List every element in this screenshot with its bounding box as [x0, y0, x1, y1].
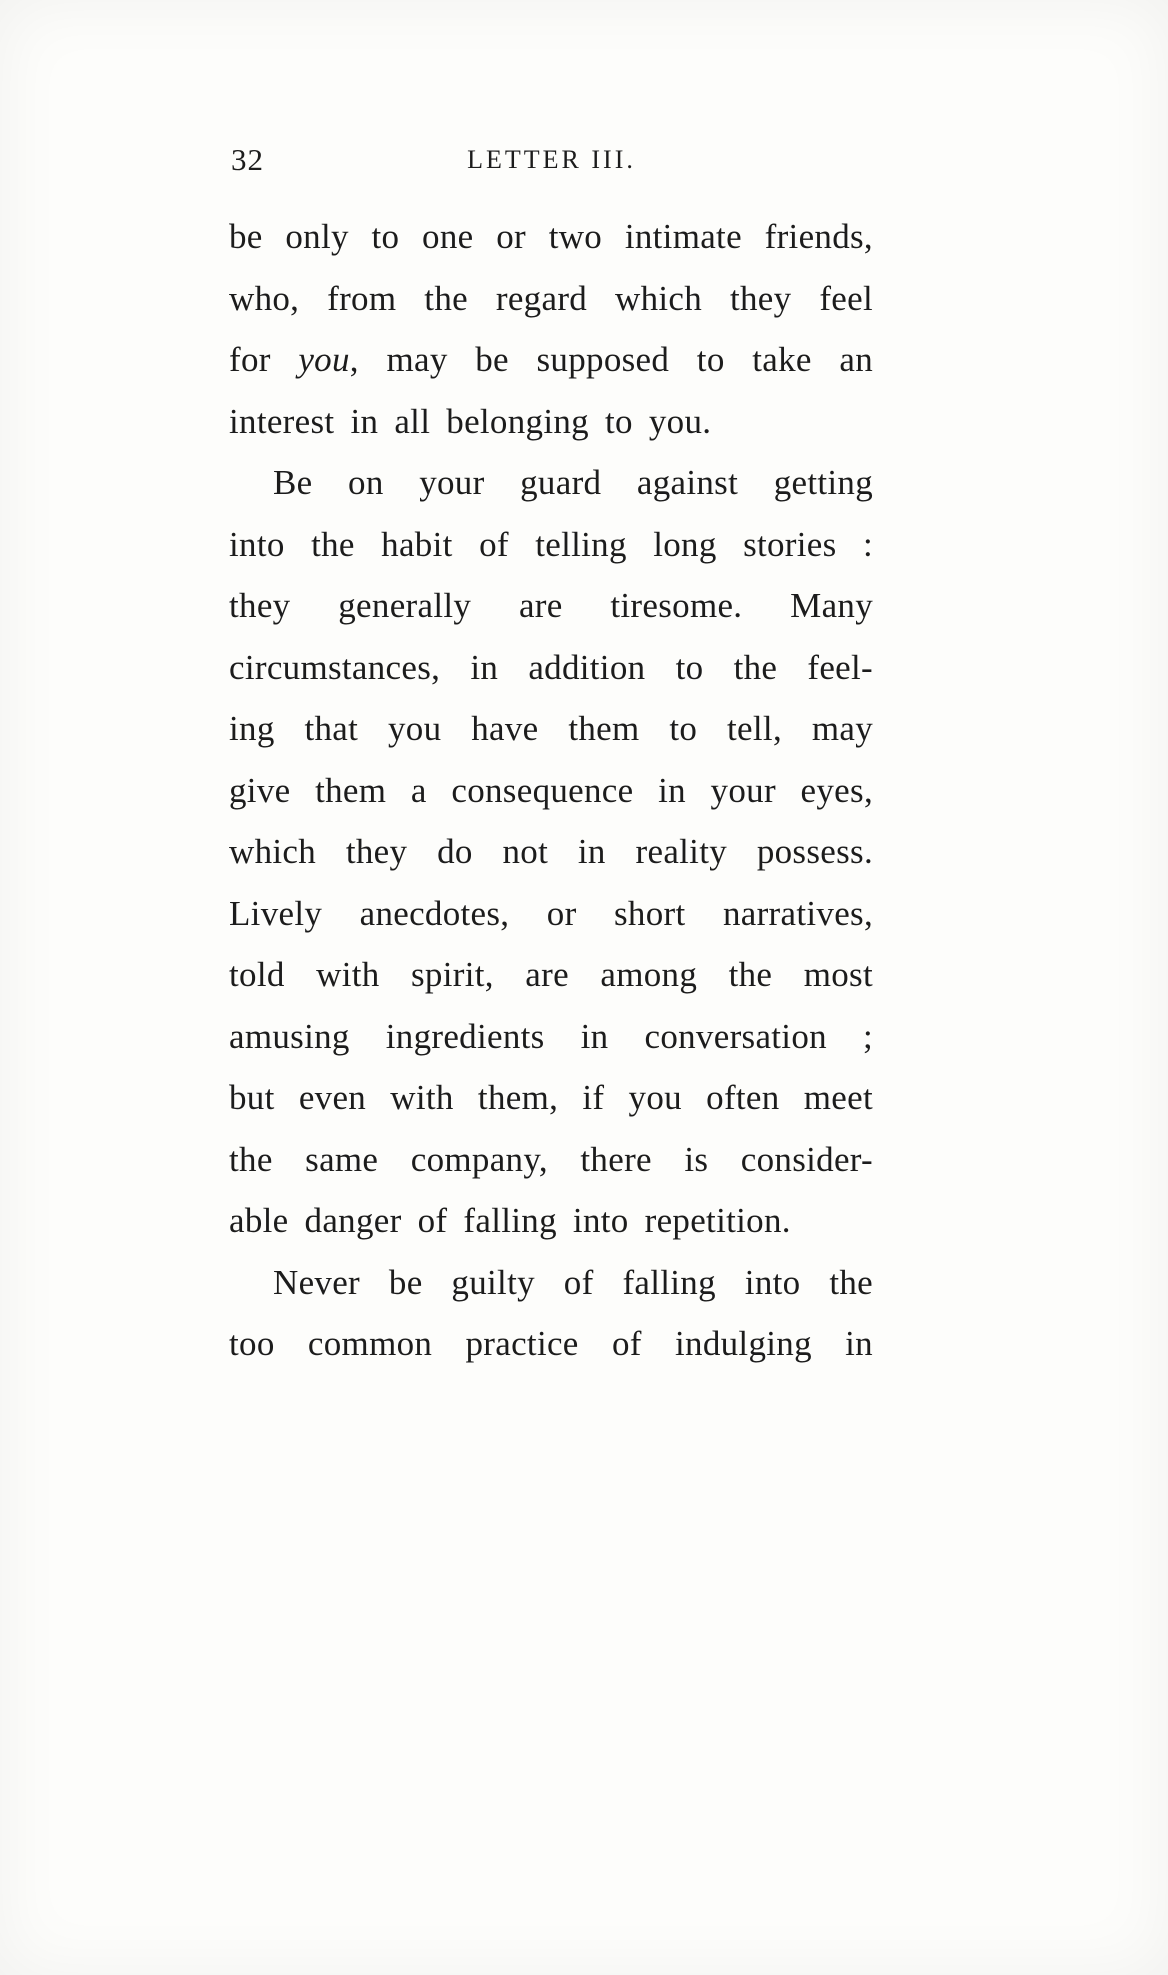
- text-line: into the habit of telling long stories :: [229, 524, 873, 564]
- text-line: Be on your guard against getting: [273, 463, 873, 502]
- text-line: too common practice of indulging in: [229, 1324, 873, 1363]
- text-line: but even with them, if you often meet: [229, 1078, 873, 1117]
- text-line: Never be guilty of falling into the: [273, 1262, 873, 1302]
- text-line: who, from the regard which they feel: [229, 278, 873, 318]
- text-line: be only to one or two intimate friends,: [229, 217, 873, 256]
- text-line: which they do not in reality possess.: [229, 832, 873, 871]
- text-line: interest in all belonging to you.: [229, 401, 712, 441]
- text-line: give them a consequence in your eyes,: [229, 770, 873, 810]
- page-body: [229, 206, 873, 1375]
- text-line: they generally are tiresome. Many: [229, 586, 873, 625]
- text-line: circumstances, in addition to the feel-: [229, 647, 873, 687]
- running-head: LETTER III.: [467, 145, 636, 174]
- page-header: [229, 138, 874, 178]
- text-line: amusing ingredients in conversation ;: [229, 1016, 873, 1056]
- text-line: the same company, there is consider-: [229, 1139, 873, 1179]
- text-line: for you, may be supposed to take an: [229, 340, 873, 379]
- text-line: Lively anecdotes, or short narratives,: [229, 893, 873, 933]
- text-line: told with spirit, are among the most: [229, 955, 873, 994]
- text-line: able danger of falling into repetition.: [229, 1201, 791, 1240]
- text-line: ing that you have them to tell, may: [229, 709, 873, 748]
- page-number: 32: [231, 142, 264, 177]
